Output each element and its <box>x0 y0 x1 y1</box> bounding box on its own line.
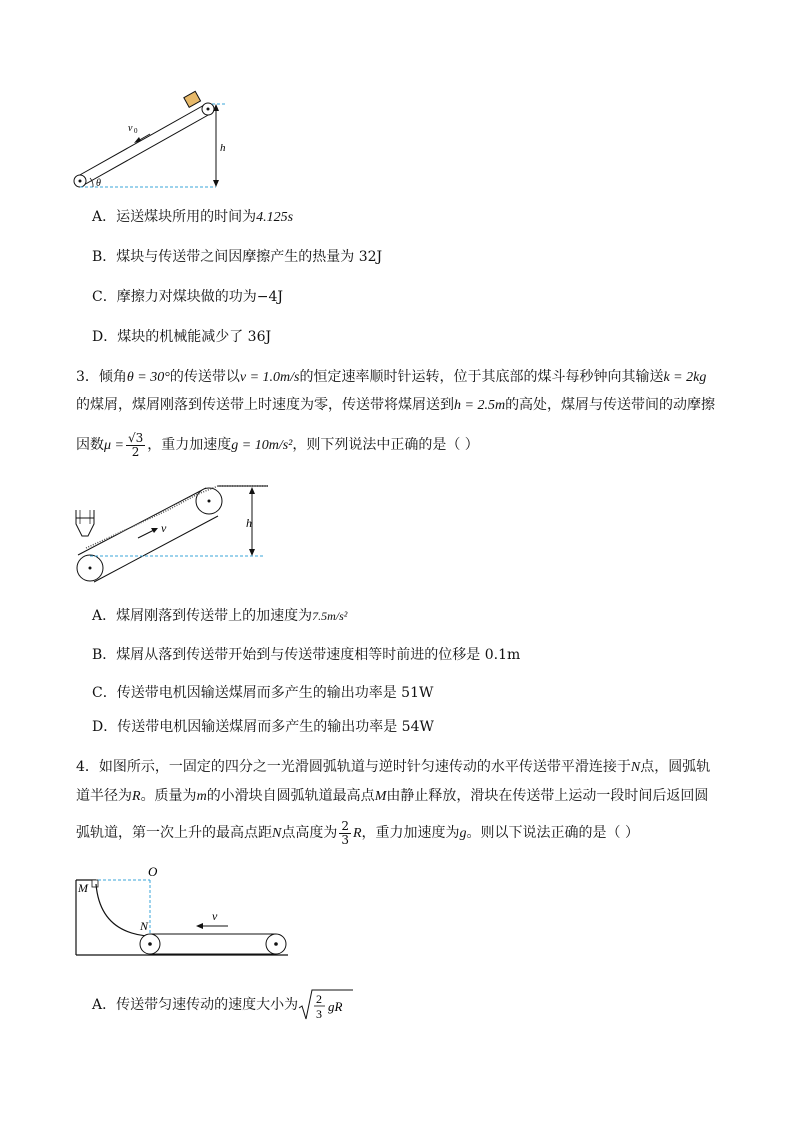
q3-mu-fraction: $\frac{√3}{2}$ <box>127 430 144 459</box>
q2-option-c: C．摩擦力对煤块做的功为−4J <box>92 289 283 305</box>
q4-arc-belt-figure <box>66 862 296 962</box>
q4-o-label: O <box>148 864 158 879</box>
q3-option-d: D．传送带电机因输送煤屑而多产生的输出功率是 54W <box>92 719 434 735</box>
q3-stem-line2: 的煤屑，煤屑刚落到传送带上时速度为零，传送带将煤屑送到h = 2.5m的高处，煤屑与传送带间的动摩擦 <box>76 397 716 413</box>
q2-option-a: A．运送煤块所用的时间为4.125s <box>92 209 294 225</box>
q2-h-label: h <box>220 142 226 154</box>
q3-number: 3． <box>76 369 99 385</box>
q3-option-b: B．煤屑从落到传送带开始到与传送带速度相等时前进的位移是 0.1m <box>92 647 521 663</box>
q2-v0-sub: 0 <box>134 127 138 135</box>
q3-option-a: A．煤屑刚落到传送带上的加速度为7.5m/s² <box>92 608 348 624</box>
q2-v0-label: v <box>128 123 133 134</box>
q4-sqrt-tail: gR <box>328 999 343 1014</box>
q4-height-fraction: $\frac{2}{3}$ <box>341 818 349 847</box>
q3-h-label: h <box>246 516 252 530</box>
q4-v-label: v <box>212 909 218 923</box>
q4-option-a: A．传送带匀速传动的速度大小为 2 3 gR <box>92 988 354 1022</box>
q4-sqrt-num: 2 <box>316 992 323 1006</box>
q3-conveyor-figure <box>68 480 278 590</box>
q4-stem-line3: 弧轨道，第一次上升的最高点距N点高度为 $\frac{2}{3}$ R，重力加速度为g。则以下说法正确的是（ ） <box>76 818 639 847</box>
q4-m-label: M <box>78 881 88 895</box>
q4-stem-line1: 4．如图所示，一固定的四分之一光滑圆弧轨道与逆时针匀速传动的水平传送带平滑连接于N点，圆弧轨 <box>76 759 711 775</box>
q3-stem-line3: 因数μ = $\frac{√3}{2}$ ，重力加速度g = 10m/s²，则下列说法中正确的是（ ） <box>76 430 479 459</box>
q3-stem-line1: 3．倾角θ = 30°的传送带以v = 1.0m/s的恒定速率顺时针运转，位于其底部的煤斗每秒钟向其输送k = 2kg <box>76 369 707 385</box>
q4-stem-line2: 道半径为R。质量为m的小滑块自圆弧轨道最高点M由静止释放，滑块在传送带上运动一段时间后返回圆 <box>76 788 709 804</box>
q4-number: 4． <box>76 759 99 775</box>
q3-option-c: C．传送带电机因输送煤屑而多产生的输出功率是 51W <box>92 685 434 701</box>
q4-n-label: N <box>140 919 149 933</box>
q2-option-b: B．煤块与传送带之间因摩擦产生的热量为 32J <box>92 249 383 265</box>
q2-incline-figure <box>66 90 236 194</box>
q3-v-label: v <box>161 521 167 535</box>
q2-option-d: D．煤块的机械能减少了 36J <box>92 329 272 345</box>
q4-sqrt-expression <box>298 988 354 1022</box>
q4-sqrt-den: 3 <box>316 1007 323 1021</box>
q2-theta-label: θ <box>96 178 101 189</box>
